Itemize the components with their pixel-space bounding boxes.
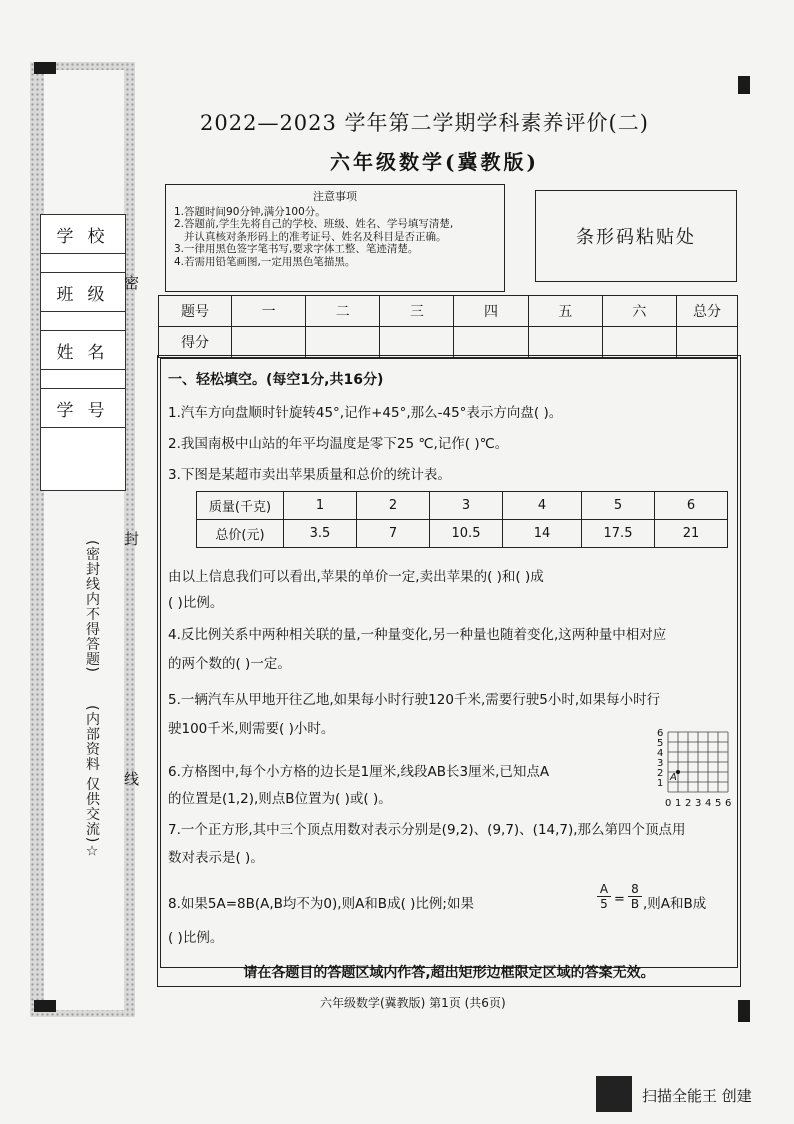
grid-x-label: 2 (685, 798, 692, 809)
apple-price-table (196, 491, 728, 548)
table-cell: 2 (357, 492, 430, 520)
notes-item: 2.答题前,学生先将自己的学校、班级、姓名、学号填写清楚, (174, 218, 454, 230)
page-info: 六年级数学(冀教版) 第1页 (共6页) (320, 996, 506, 1010)
grid-y-label: 6 (657, 728, 664, 739)
student-number-field[interactable] (41, 428, 126, 491)
coordinate-grid (652, 726, 738, 822)
grid-y-label: 2 (657, 768, 664, 779)
notes-heading: 注意事项 (313, 190, 357, 203)
table-cell: 4 (503, 492, 582, 520)
name-field[interactable] (41, 370, 126, 389)
table-cell: 3 (430, 492, 503, 520)
score-cell[interactable] (380, 327, 454, 358)
notes-item: 并认真核对条形码上的准考证号、姓名及科目是否正确。 (184, 230, 447, 243)
grid-y-label: 5 (657, 738, 664, 749)
seal-char-mi: 密 (124, 274, 140, 292)
internal-notice: (内部资料 仅供交流)☆ (84, 705, 100, 861)
question-8-line-b: ( )比例。 (168, 930, 224, 946)
score-header-cell: 题号 (159, 296, 232, 327)
table-cell: 6 (655, 492, 728, 520)
qr-code-icon (596, 1076, 632, 1112)
question-7-line-b: 数对表示是( )。 (168, 850, 264, 866)
question-3-line-a: 由以上信息我们可以看出,苹果的单价一定,卖出苹果的( )和( )成 (168, 569, 544, 585)
section-heading: 一、轻松填空。(每空1分,共16分) (168, 372, 384, 388)
question-7-line-a: 7.一个正方形,其中三个顶点用数对表示分别是(9,2)、(9,7)、(14,7),那么第四个顶点用 (168, 822, 686, 838)
school-field[interactable] (41, 254, 126, 273)
question-6-line-a: 6.方格图中,每个小方格的边长是1厘米,线段AB长3厘米,已知点A (168, 764, 550, 780)
notes-item: 1.答题时间90分钟,满分100分。 (174, 205, 326, 218)
table-row-header: 总价(元) (197, 520, 284, 548)
notes-box (165, 184, 505, 292)
grid-x-label: 4 (705, 798, 712, 809)
question-5-line-a: 5.一辆汽车从甲地开往乙地,如果每小时行驶120千米,需要行驶5小时,如果每小时行 (168, 692, 661, 708)
score-header-cell: 一 (232, 296, 306, 327)
seal-char-xian: 线 (124, 770, 140, 788)
seal-char-feng: 封 (124, 530, 140, 548)
student-number-label: 学号 (41, 389, 126, 428)
corner-marker (34, 62, 56, 74)
fraction-a-over-5 (597, 882, 611, 911)
question-4-line-a: 4.反比例关系中两种相关联的量,一种量变化,另一种量也随着变化,这两种量中相对应 (168, 627, 667, 643)
score-header-cell: 五 (528, 296, 602, 327)
question-6-line-b: 的位置是(1,2),则点B位置为( )或( )。 (168, 791, 392, 807)
table-cell: 1 (284, 492, 357, 520)
score-cell[interactable] (677, 327, 738, 358)
table-cell: 5 (582, 492, 655, 520)
question-4-line-b: 的两个数的( )一定。 (168, 656, 291, 672)
table-cell: 21 (655, 520, 728, 548)
fraction-denominator: 5 (597, 896, 611, 911)
fraction-numerator: A (599, 882, 609, 896)
table-cell: 7 (357, 520, 430, 548)
answer-area-notice: 请在各题目的答题区域内作答,超出矩形边框限定区域的答案无效。 (243, 965, 655, 981)
score-cell[interactable] (454, 327, 528, 358)
score-cell[interactable] (232, 327, 306, 358)
question-2: 2.我国南极中山站的年平均温度是零下25 ℃,记作( )℃。 (168, 436, 509, 452)
seal-notice: (密封线内不得答题) (84, 540, 100, 673)
score-cell[interactable] (306, 327, 380, 358)
scanner-watermark: 扫描全能王 创建 (642, 1087, 752, 1105)
question-1: 1.汽车方向盘顺时针旋转45°,记作+45°,那么-45°表示方向盘( )。 (168, 405, 563, 421)
corner-marker (738, 1000, 750, 1022)
question-5-line-b: 驶100千米,则需要( )小时。 (168, 721, 335, 737)
grid-x-label: 0 (665, 798, 672, 809)
score-cell[interactable] (602, 327, 676, 358)
table-cell: 3.5 (284, 520, 357, 548)
table-cell: 10.5 (430, 520, 503, 548)
name-label: 姓名 (41, 331, 126, 370)
table-row-header: 质量(千克) (197, 492, 284, 520)
score-row-label: 得分 (159, 327, 232, 358)
score-header-cell: 六 (602, 296, 676, 327)
table-cell: 17.5 (582, 520, 655, 548)
barcode-area: 条形码粘贴处 (535, 190, 737, 282)
corner-marker (738, 76, 750, 94)
grid-x-label: 1 (675, 798, 682, 809)
grid-x-label: 3 (695, 798, 702, 809)
question-3: 3.下图是某超市卖出苹果质量和总价的统计表。 (168, 467, 451, 483)
notes-item: 3.一律用黑色签字笔书写,要求字体工整、笔迹清楚。 (174, 243, 419, 255)
grid-y-label: 4 (657, 748, 664, 759)
notes-item: 4.若需用铅笔画图,一定用黑色笔描黑。 (174, 255, 356, 268)
student-info-table (40, 214, 126, 491)
fraction-8-over-b (628, 882, 642, 911)
exam-subtitle: 六年级数学(冀教版) (330, 150, 539, 174)
grid-x-label: 6 (725, 798, 732, 809)
score-table (158, 295, 738, 358)
school-label: 学校 (41, 215, 126, 254)
score-header-cell: 二 (306, 296, 380, 327)
class-label: 班级 (41, 273, 126, 312)
score-header-cell: 总分 (677, 296, 738, 327)
point-a-label: A (670, 772, 677, 783)
grid-y-label: 1 (657, 778, 664, 789)
score-header-cell: 四 (454, 296, 528, 327)
fraction-denominator: B (628, 896, 642, 911)
class-field[interactable] (41, 312, 126, 331)
grid-x-label: 5 (715, 798, 722, 809)
question-3-line-b: ( )比例。 (168, 595, 224, 611)
equals-sign: = (614, 892, 625, 907)
question-8-line-a: 8.如果5A=8B(A,B均不为0),则A和B成( )比例;如果 (168, 896, 474, 912)
table-cell: 14 (503, 520, 582, 548)
score-cell[interactable] (528, 327, 602, 358)
score-header-cell: 三 (380, 296, 454, 327)
corner-marker (34, 1000, 56, 1012)
question-8-tail: ,则A和B成 (643, 896, 707, 912)
grid-y-label: 3 (657, 758, 664, 769)
exam-title: 2022—2023 学年第二学期学科素养评价(二) (200, 111, 649, 135)
fraction-numerator: 8 (631, 882, 639, 896)
